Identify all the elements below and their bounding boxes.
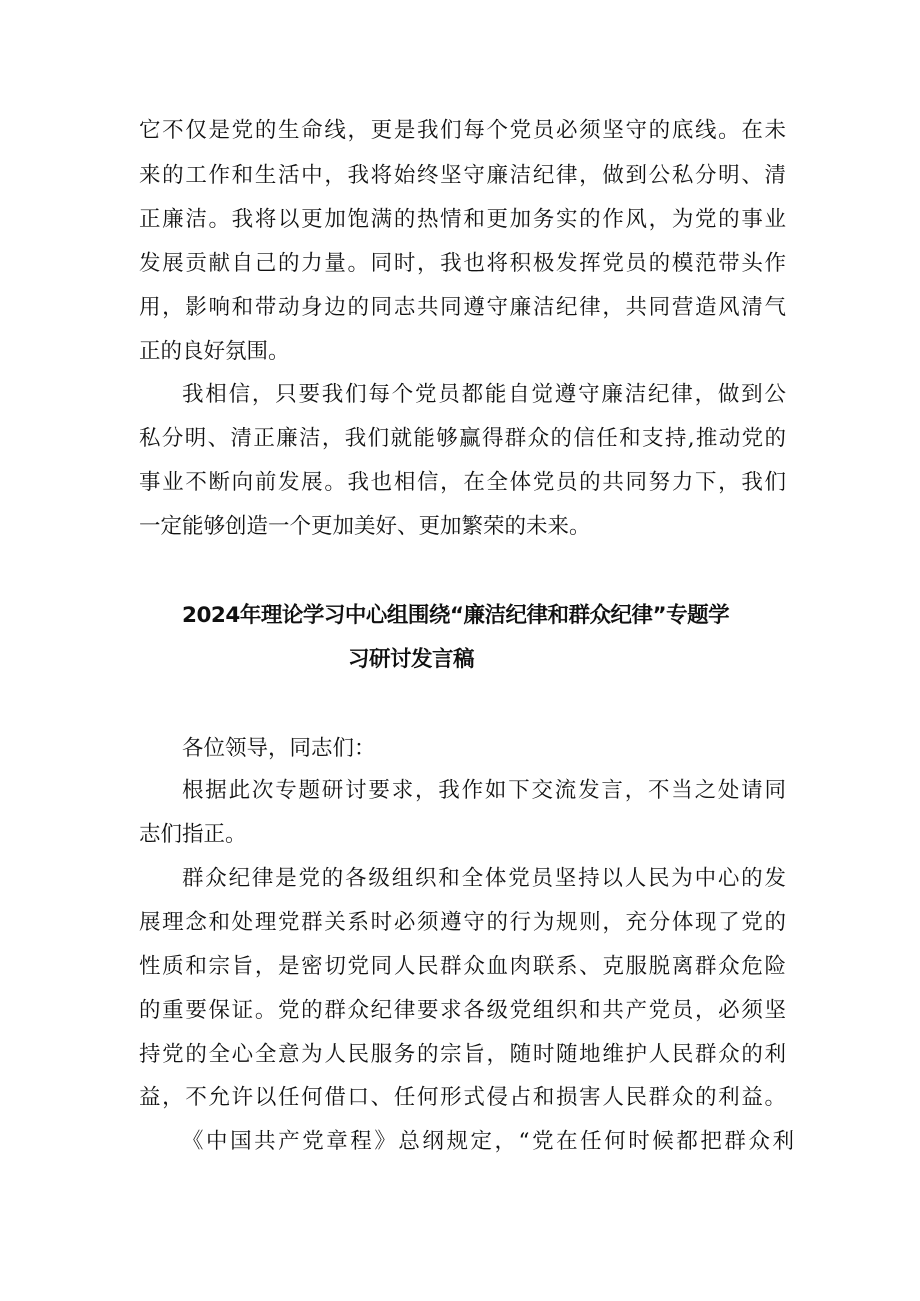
paragraph-line: 正廉洁。我将以更加饱满的热情和更加务实的作风，为党的事业 (139, 207, 786, 232)
paragraph-line: 私分明、清正廉洁，我们就能够赢得群众的信任和支持,推动党的 (139, 426, 786, 451)
paragraph-line: 的重要保证。党的群众纪律要求各级党组织和共产党员，必须坚 (139, 998, 786, 1023)
document-title-line-1: 2024年理论学习中心组围绕“廉洁纪律和群众纪律”专题学 (182, 603, 730, 628)
paragraph-line: 群众纪律是党的各级组织和全体党员坚持以人民为中心的发 (182, 866, 786, 891)
salutation: 各位领导，同志们： (182, 736, 376, 761)
paragraph-line: 志们指正。 (139, 822, 247, 847)
paragraph-line: 性质和宗旨，是密切党同人民群众血肉联系、克服脱离群众危险 (139, 954, 786, 979)
paragraph-line: 我相信，只要我们每个党员都能自觉遵守廉洁纪律，做到公 (182, 382, 786, 407)
paragraph-line: 一定能够创造一个更加美好、更加繁荣的未来。 (139, 514, 591, 539)
paragraph-line: 持党的全心全意为人民服务的宗旨，随时随地维护人民群众的利 (139, 1042, 786, 1067)
paragraph-line: 展理念和处理党群关系时必须遵守的行为规则，充分体现了党的 (139, 910, 786, 935)
paragraph-line: 它不仅是党的生命线，更是我们每个党员必须坚守的底线。在未 (139, 118, 786, 143)
paragraph-line: 来的工作和生活中，我将始终坚守廉洁纪律，做到公私分明、清 (139, 163, 786, 188)
document-title-line-2: 习研讨发言稿 (348, 647, 475, 672)
paragraph-line: 用，影响和带动身边的同志共同遵守廉洁纪律，共同营造风清气 (139, 295, 786, 320)
paragraph-line: 发展贡献自己的力量。同时，我也将积极发挥党员的模范带头作 (139, 251, 786, 276)
paragraph-line: 《中国共产党章程》总纲规定，“党在任何时候都把群众利 (182, 1129, 794, 1154)
paragraph-line: 正的良好氛围。 (139, 339, 290, 364)
paragraph-line: 根据此次专题研讨要求，我作如下交流发言，不当之处请同 (182, 778, 786, 803)
paragraph-line: 益，不允许以任何借口、任何形式侵占和损害人民群众的利益。 (139, 1085, 786, 1110)
paragraph-line: 事业不断向前发展。我也相信，在全体党员的共同努力下，我们 (139, 470, 786, 495)
